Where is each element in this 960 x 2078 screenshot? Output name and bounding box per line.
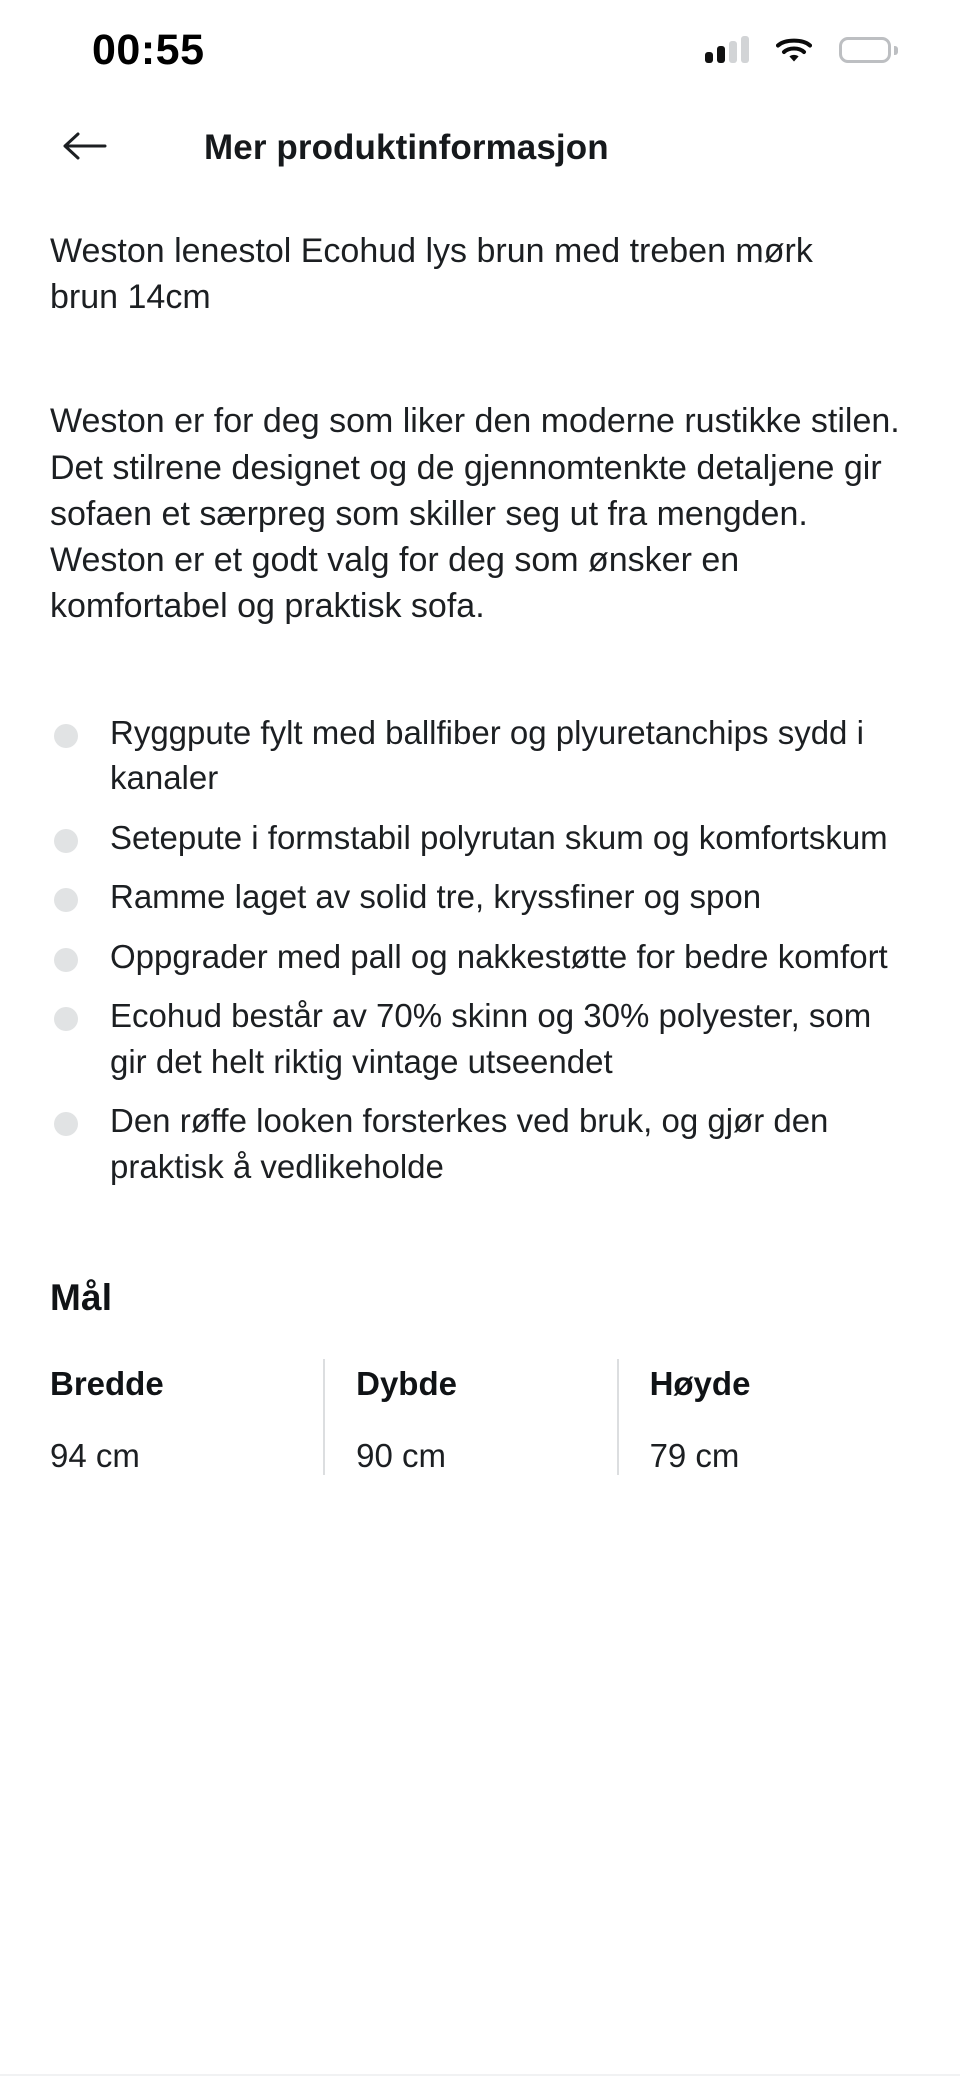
- list-item: [50, 993, 910, 1084]
- bullet-icon: [54, 1007, 78, 1031]
- wifi-icon: [776, 37, 812, 64]
- status-bar-icons: [705, 37, 898, 64]
- page-title: Mer produktinformasjon: [204, 128, 609, 167]
- status-bar-clock: 00:55: [92, 25, 205, 74]
- dimension-value: 79 cm: [649, 1437, 740, 1475]
- back-button[interactable]: [52, 116, 116, 180]
- list-item: [50, 815, 910, 861]
- battery-icon: [839, 37, 898, 63]
- bullet-icon: [54, 724, 78, 748]
- bullet-icon: [54, 888, 78, 912]
- feature-text: Den røffe looken forsterkes ved bruk, og gjør den praktisk å vedlikeholde: [110, 1102, 829, 1185]
- dimension-column-width: [50, 1365, 323, 1475]
- dimension-label: Høyde: [649, 1365, 751, 1403]
- dimension-value: 94 cm: [50, 1437, 140, 1475]
- product-title: Weston lenestol Ecohud lys brun med treben mørk brun 14cm: [50, 232, 813, 317]
- bullet-icon: [54, 1112, 78, 1136]
- dimensions-table: [50, 1365, 910, 1475]
- content-area: [0, 228, 960, 1475]
- feature-text: Oppgrader med pall og nakkestøtte for bedre komfort: [110, 937, 888, 975]
- feature-text: Ryggpute fylt med ballfiber og plyuretanchips sydd i kanaler: [110, 713, 864, 797]
- dimensions-heading: Mål: [50, 1277, 113, 1319]
- list-item: [50, 1098, 910, 1189]
- navigation-bar: [0, 100, 960, 196]
- dimension-label: Bredde: [50, 1365, 164, 1403]
- bullet-icon: [54, 948, 78, 972]
- feature-text: Ramme laget av solid tre, kryssfiner og spon: [110, 878, 762, 916]
- dimension-value: 90 cm: [356, 1437, 446, 1475]
- dimensions-section: [50, 1277, 910, 1475]
- list-item: [50, 874, 910, 920]
- list-item: [50, 710, 910, 801]
- signal-bars-icon: [705, 37, 749, 63]
- dimension-column-depth: [323, 1365, 616, 1475]
- product-description: Weston er for deg som liker den moderne rustikke stilen. Det stilrene designet og de gjennomtenkte detaljene gir sofaen et særpreg som skiller seg ut fra mengden. Weston er et godt valg for deg som ønsker en komfortabel og praktisk sofa.: [50, 402, 900, 626]
- arrow-left-icon: [61, 129, 107, 168]
- dimension-column-height: [617, 1365, 910, 1475]
- status-bar: [0, 0, 960, 100]
- list-item: [50, 934, 910, 980]
- feature-text: Setepute i formstabil polyrutan skum og komfortskum: [110, 818, 888, 856]
- dimension-label: Dybde: [356, 1365, 457, 1403]
- bullet-icon: [54, 829, 78, 853]
- feature-list: [50, 710, 910, 1190]
- bottom-divider: [0, 2074, 960, 2076]
- feature-text: Ecohud består av 70% skinn og 30% polyester, som gir det helt riktig vintage utseendet: [110, 997, 872, 1080]
